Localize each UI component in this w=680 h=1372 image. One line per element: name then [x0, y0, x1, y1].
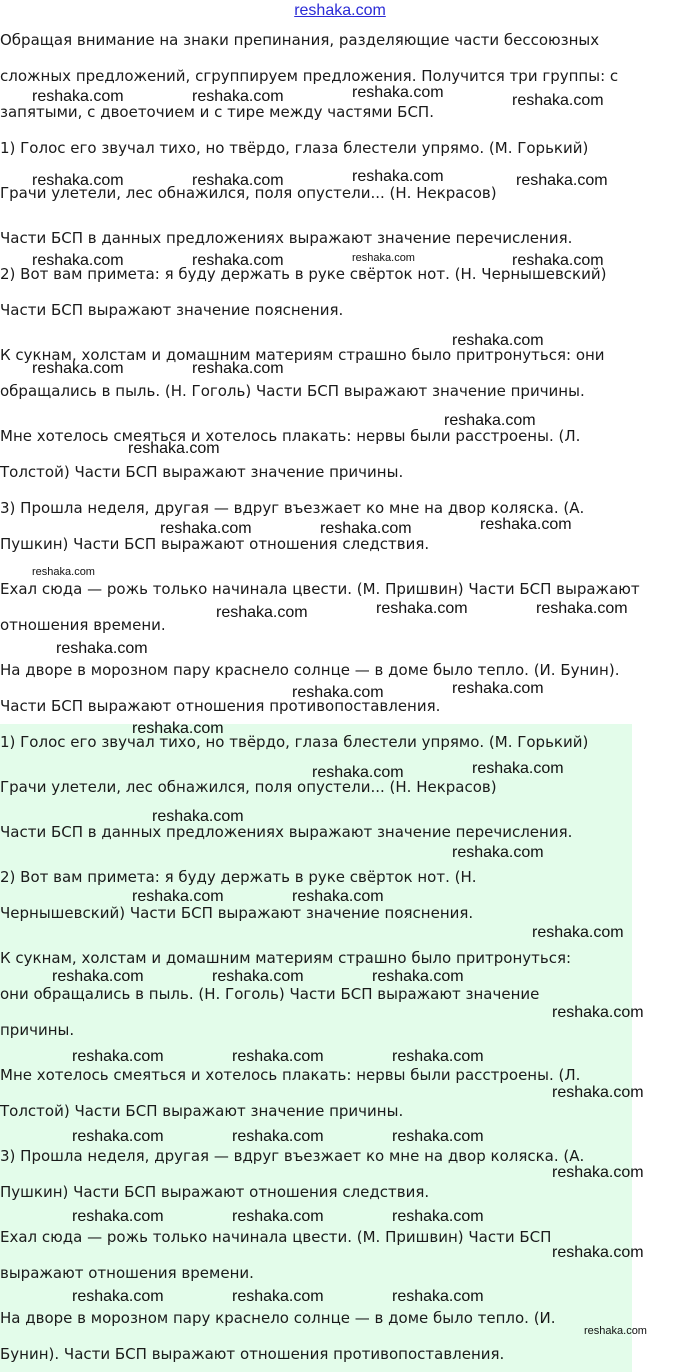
watermark: reshaka.com: [444, 412, 536, 429]
solution-line: К сукнам, холстам и домашним материям страшно было притронуться: они: [0, 346, 605, 364]
answer-line: Ехал сюда — рожь только начинала цвести. (М. Пришвин) Части БСП: [0, 1228, 552, 1246]
watermark: reshaka.com: [552, 1244, 644, 1261]
solution-line: На дворе в морозном пару краснело солнце — в доме было тепло. (И. Бунин).: [0, 661, 620, 679]
answer-line: 1) Голос его звучал тихо, но твёрдо, глаза блестели упрямо. (М. Горький): [0, 733, 589, 751]
watermark: reshaka.com: [232, 1048, 324, 1065]
solution-line: Толстой) Части БСП выражают значение причины.: [0, 463, 404, 481]
watermark: reshaka.com: [232, 1208, 324, 1225]
watermark: reshaka.com: [128, 440, 220, 457]
watermark: reshaka.com: [192, 360, 284, 377]
watermark: reshaka.com: [552, 1004, 644, 1021]
watermark: reshaka.com: [132, 888, 224, 905]
answer-line: Толстой) Части БСП выражают значение причины.: [0, 1102, 404, 1120]
watermark: reshaka.com: [72, 1288, 164, 1305]
watermark: reshaka.com: [292, 888, 384, 905]
solution-line: Мне хотелось смеяться и хотелось плакать: нервы были расстроены. (Л.: [0, 427, 581, 445]
answer-line: 2) Вот вам примета: я буду держать в руке свёрток нот. (Н.: [0, 868, 477, 886]
answer-line: они обращались в пыль. (Н. Гоголь) Части БСП выражают значение: [0, 985, 540, 1003]
watermark: reshaka.com: [72, 1128, 164, 1145]
answer-line: Бунин). Части БСП выражают отношения противопоставления.: [0, 1345, 505, 1363]
watermark: reshaka.com: [512, 92, 604, 109]
answer-line: Части БСП в данных предложениях выражают значение перечисления.: [0, 823, 573, 841]
watermark: reshaka.com: [72, 1208, 164, 1225]
watermark: reshaka.com: [192, 88, 284, 105]
watermark: reshaka.com: [352, 84, 444, 101]
answer-line: Грачи улетели, лес обнажился, поля опустели... (Н. Некрасов): [0, 778, 497, 796]
site-header-link[interactable]: [0, 2, 680, 20]
site-name[interactable]: reshaka.com: [294, 2, 386, 19]
watermark: reshaka.com: [472, 760, 564, 777]
watermark: reshaka.com: [32, 172, 124, 189]
solution-line: Части БСП выражают отношения противопоставления.: [0, 697, 441, 715]
solution-line: 2) Вот вам примета: я буду держать в руке свёрток нот. (Н. Чернышевский): [0, 265, 607, 283]
watermark: reshaka.com: [512, 252, 604, 269]
answer-line: Чернышевский) Части БСП выражают значение пояснения.: [0, 904, 474, 922]
watermark: reshaka.com: [584, 1325, 647, 1337]
watermark: reshaka.com: [352, 168, 444, 185]
watermark: reshaka.com: [56, 640, 148, 657]
watermark: reshaka.com: [132, 720, 224, 737]
watermark: reshaka.com: [516, 172, 608, 189]
watermark: reshaka.com: [212, 968, 304, 985]
solution-line: Части БСП в данных предложениях выражают значение перечисления.: [0, 229, 573, 247]
watermark: reshaka.com: [160, 520, 252, 537]
watermark: reshaka.com: [552, 1164, 644, 1181]
solution-line: 1) Голос его звучал тихо, но твёрдо, глаза блестели упрямо. (М. Горький): [0, 139, 589, 157]
watermark: reshaka.com: [392, 1208, 484, 1225]
watermark: reshaka.com: [312, 764, 404, 781]
answer-line: Пушкин) Части БСП выражают отношения следствия.: [0, 1183, 430, 1201]
watermark: reshaka.com: [152, 808, 244, 825]
watermark: reshaka.com: [216, 604, 308, 621]
watermark: reshaka.com: [480, 516, 572, 533]
watermark: reshaka.com: [452, 332, 544, 349]
intro-line: Обращая внимание на знаки препинания, разделяющие части бессоюзных: [0, 31, 600, 49]
solution-line: 3) Прошла неделя, другая — вдруг въезжает ко мне на двор коляска. (А.: [0, 499, 585, 517]
watermark: reshaka.com: [232, 1128, 324, 1145]
answer-line: 3) Прошла неделя, другая — вдруг въезжает ко мне на двор коляска. (А.: [0, 1147, 585, 1165]
watermark: reshaka.com: [32, 252, 124, 269]
answer-line: причины.: [0, 1021, 75, 1039]
watermark: reshaka.com: [372, 968, 464, 985]
watermark: reshaka.com: [52, 968, 144, 985]
watermark: reshaka.com: [292, 684, 384, 701]
watermark: reshaka.com: [352, 252, 415, 264]
answer-line: Мне хотелось смеяться и хотелось плакать: нервы были расстроены. (Л.: [0, 1066, 581, 1084]
answer-line: К сукнам, холстам и домашним материям страшно было притронуться:: [0, 949, 572, 967]
watermark: reshaka.com: [32, 566, 95, 578]
watermark: reshaka.com: [532, 924, 624, 941]
answer-line: выражают отношения времени.: [0, 1264, 254, 1282]
watermark: reshaka.com: [452, 844, 544, 861]
watermark: reshaka.com: [232, 1288, 324, 1305]
watermark: reshaka.com: [536, 600, 628, 617]
watermark: reshaka.com: [376, 600, 468, 617]
watermark: reshaka.com: [452, 680, 544, 697]
watermark: reshaka.com: [320, 520, 412, 537]
watermark: reshaka.com: [32, 88, 124, 105]
solution-line: Грачи улетели, лес обнажился, поля опустели... (Н. Некрасов): [0, 184, 497, 202]
intro-line: запятыми, с двоеточием и с тире между частями БСП.: [0, 103, 434, 121]
solution-line: Ехал сюда — рожь только начинала цвести. (М. Пришвин) Части БСП выражают: [0, 580, 640, 598]
intro-line: сложных предложений, сгруппируем предложения. Получится три группы: с: [0, 67, 619, 85]
watermark: reshaka.com: [552, 1084, 644, 1101]
watermark: reshaka.com: [72, 1048, 164, 1065]
watermark: reshaka.com: [32, 360, 124, 377]
solution-line: отношения времени.: [0, 616, 166, 634]
watermark: reshaka.com: [392, 1048, 484, 1065]
solution-line: обращались в пыль. (Н. Гоголь) Части БСП выражают значение причины.: [0, 382, 585, 400]
watermark: reshaka.com: [192, 252, 284, 269]
watermark: reshaka.com: [392, 1128, 484, 1145]
watermark: reshaka.com: [192, 172, 284, 189]
watermark: reshaka.com: [392, 1288, 484, 1305]
solution-line: Пушкин) Части БСП выражают отношения следствия.: [0, 535, 430, 553]
solution-line: Части БСП выражают значение пояснения.: [0, 301, 344, 319]
answer-line: На дворе в морозном пару краснело солнце — в доме было тепло. (И.: [0, 1309, 556, 1327]
